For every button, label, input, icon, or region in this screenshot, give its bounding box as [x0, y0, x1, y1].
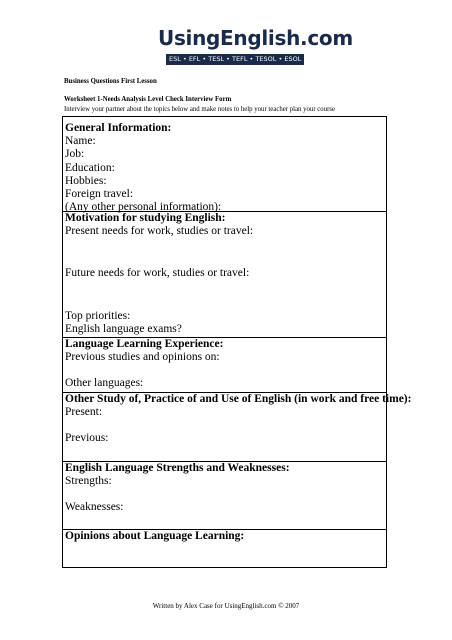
field-future-needs: Future needs for work, studies or travel: [65, 267, 250, 280]
section-title: Motivation for studying English: [65, 212, 226, 224]
section-title: Opinions about Language Learning: [65, 530, 245, 542]
field-hobbies: Hobbies: [65, 174, 107, 187]
field-other-personal-info: (Any other personal information): [65, 201, 222, 214]
field-previous-studies: Previous studies and opinions on: [65, 351, 220, 364]
section-title: General Information: [65, 122, 172, 134]
field-weaknesses: Weaknesses: [65, 501, 124, 514]
field-strengths: Strengths: [65, 475, 112, 488]
field-foreign-travel: Foreign travel: [65, 188, 134, 201]
field-education: Education: [65, 161, 115, 174]
section-title: English Language Strengths and Weaknesses: [65, 462, 290, 474]
field-present: Present: [65, 406, 103, 419]
section-title: Language Learning Experience: [65, 338, 224, 350]
section-title: Other Study of, Practice of and Use of English (in work and free time): [65, 393, 412, 405]
field-other-languages: Other languages: [65, 377, 144, 390]
instructions: Interview your partner about the topics below and make notes to help your teacher plan your course [64, 106, 336, 113]
section-strengths-weaknesses [63, 461, 386, 531]
field-previous: Previous: [65, 432, 109, 445]
field-name: Name: [65, 135, 96, 148]
logo-tagline: ESL • EFL • TESL • TEFL • TESOL • ESOL [166, 54, 304, 65]
worksheet-title: Worksheet 1-Needs Analysis Level Check Interview Form [64, 96, 232, 103]
section-language-learning-experience [63, 337, 386, 395]
interview-form [62, 116, 412, 568]
field-present-needs: Present needs for work, studies or travel: [65, 225, 254, 238]
section-opinions [63, 529, 386, 567]
footer-credit: Written by Alex Case for UsingEnglish.com © 2007 [152, 602, 300, 610]
section-other-study [63, 392, 412, 463]
lesson-title: Business Questions First Lesson [64, 78, 157, 85]
field-exams: English language exams? [65, 322, 182, 335]
field-top-priorities: Top priorities: [65, 309, 131, 322]
field-job: Job: [65, 148, 85, 161]
usingenglish-logo [158, 26, 353, 63]
logo-text: UsingEnglish.com [158, 26, 353, 50]
section-general-information [63, 122, 386, 224]
section-motivation [63, 211, 386, 339]
